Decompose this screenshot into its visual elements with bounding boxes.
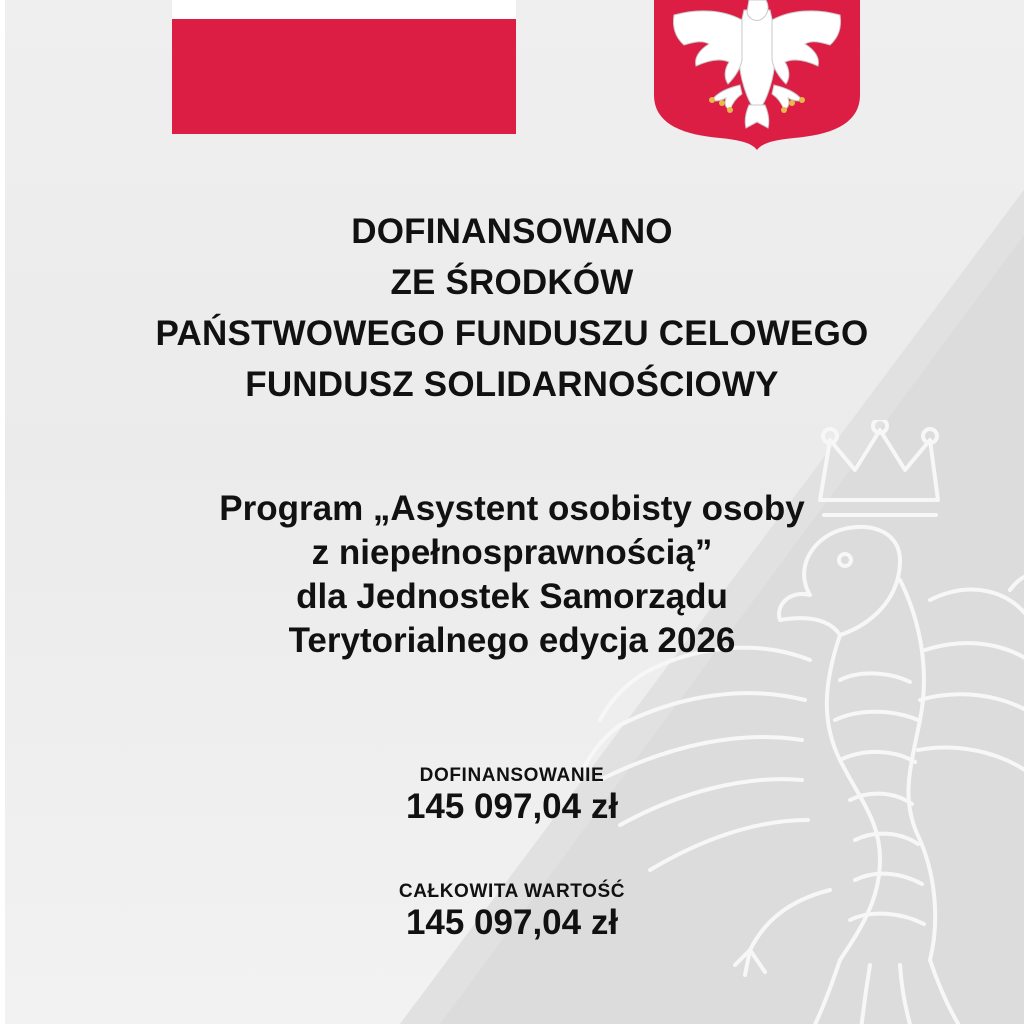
headline-line: ZE ŚRODKÓW: [390, 263, 634, 302]
program-name: [0, 487, 1024, 663]
headline-line: FUNDUSZ SOLIDARNOŚCIOWY: [245, 365, 779, 404]
program-line: z niepełnosprawnością”: [311, 533, 713, 572]
flag-red-stripe: [172, 19, 516, 134]
funding-value: 145 097,04 zł: [405, 787, 619, 826]
polish-flag: [172, 0, 516, 134]
flag-white-stripe: [172, 0, 516, 19]
headline-line: PAŃSTWOWEGO FUNDUSZU CELOWEGO: [155, 314, 869, 353]
program-line: Terytorialnego edycja 2026: [288, 621, 736, 660]
headline: [0, 206, 1024, 410]
white-eagle-coat-of-arms-icon: [654, 0, 860, 150]
total-value-amount: 145 097,04 zł: [405, 903, 619, 942]
total-value-block: [0, 881, 1024, 943]
program-line: dla Jednostek Samorządu: [296, 577, 728, 616]
headline-line: DOFINANSOWANO: [351, 212, 673, 251]
total-value-label: CAŁKOWITA WARTOŚĆ: [398, 881, 626, 902]
program-line: Program „Asystent osobisty osoby: [219, 489, 805, 528]
funding-label: DOFINANSOWANIE: [419, 765, 605, 786]
funding-amount-block: [0, 765, 1024, 827]
